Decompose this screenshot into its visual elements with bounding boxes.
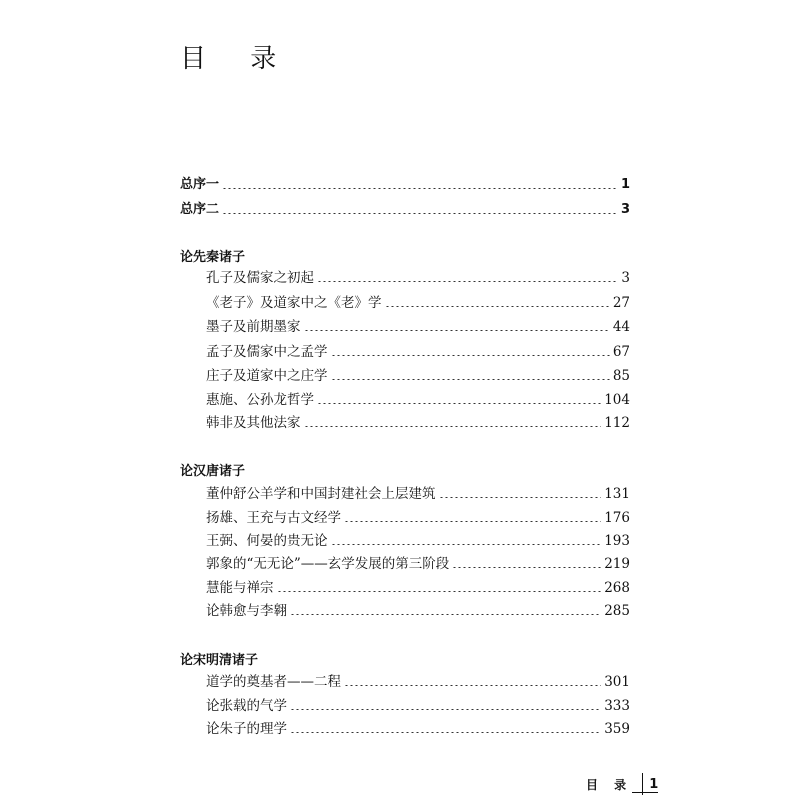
entry-page: 268: [604, 580, 630, 596]
entry-page: 359: [604, 721, 630, 737]
entry-title: 董仲舒公羊学和中国封建社会上层建筑: [206, 486, 436, 502]
dot-leader: [385, 306, 610, 307]
page-title: 目 录: [180, 44, 295, 74]
toc-entry: [206, 509, 630, 527]
toc-entry: [206, 391, 630, 409]
entry-title: 惠施、公孙龙哲学: [206, 392, 314, 408]
toc-entry: [206, 532, 630, 550]
toc-entry: [206, 579, 630, 597]
entry-title: 郭象的“无无论”——玄学发展的第三阶段: [206, 556, 450, 572]
footer-label: 目 录: [586, 777, 633, 792]
toc-entry: [206, 555, 630, 573]
entry-page: 176: [604, 510, 630, 526]
entry-page: 285: [604, 603, 630, 619]
dot-leader: [331, 379, 610, 380]
toc-entry: [206, 414, 630, 432]
entry-title: 孔子及儒家之初起: [206, 270, 314, 286]
entry-title: 总序二: [180, 202, 220, 217]
dot-leader: [331, 544, 602, 545]
dot-leader: [290, 732, 601, 733]
entry-title: 孟子及儒家中之孟学: [206, 344, 328, 360]
dot-leader: [290, 614, 601, 615]
toc-entry: [206, 602, 630, 620]
toc-entry: [206, 720, 630, 738]
dot-leader: [304, 330, 610, 331]
entry-title: 庄子及道家中之庄学: [206, 368, 328, 384]
toc-entry-preface-1: [180, 176, 630, 194]
toc-entry: [206, 294, 630, 312]
footer-page-number: 1: [649, 776, 659, 792]
footer-underline: [632, 792, 658, 793]
entry-page: 112: [604, 415, 630, 431]
entry-title: 墨子及前期墨家: [206, 319, 301, 335]
entry-title: 扬雄、王充与古文经学: [206, 510, 341, 526]
toc-entry: [206, 318, 630, 336]
entry-title: 王弼、何晏的贵无论: [206, 533, 328, 549]
section-heading: 论宋明清诸子: [180, 653, 259, 668]
entry-page: 301: [604, 674, 630, 690]
toc-entry: [206, 269, 630, 287]
dot-leader: [304, 426, 602, 427]
entry-title: 韩非及其他法家: [206, 415, 301, 431]
entry-title: 《老子》及道家中之《老》学: [206, 295, 382, 311]
entry-page: 67: [612, 344, 630, 360]
dot-leader: [317, 281, 618, 282]
section-heading: 论先秦诸子: [180, 250, 246, 265]
dot-leader: [290, 709, 601, 710]
section-heading: 论汉唐诸子: [180, 464, 246, 479]
entry-page: 85: [612, 368, 630, 384]
dot-leader: [317, 403, 601, 404]
dot-leader: [277, 591, 602, 592]
entry-title: 总序一: [180, 177, 220, 192]
toc-entry: [206, 367, 630, 385]
toc-entry-preface-2: [180, 201, 630, 219]
toc-entry: [206, 343, 630, 361]
entry-title: 论朱子的理学: [206, 721, 287, 737]
dot-leader: [222, 213, 618, 214]
dot-leader: [344, 685, 601, 686]
dot-leader: [222, 188, 618, 189]
entry-page: 131: [604, 486, 630, 502]
entry-title: 道学的奠基者——二程: [206, 674, 341, 690]
dot-leader: [344, 521, 601, 522]
entry-page: 219: [604, 556, 630, 572]
entry-page: 27: [612, 295, 630, 311]
entry-page: 3: [621, 270, 630, 286]
toc-entry: [206, 697, 630, 715]
dot-leader: [331, 355, 610, 356]
entry-title: 论张载的气学: [206, 698, 287, 714]
entry-page: 104: [604, 392, 630, 408]
dot-leader: [439, 497, 602, 498]
dot-leader: [452, 567, 601, 568]
entry-page: 1: [620, 177, 630, 192]
entry-page: 193: [604, 533, 630, 549]
entry-title: 慧能与禅宗: [206, 580, 274, 596]
toc-entry: [206, 485, 630, 503]
entry-page: 333: [604, 698, 630, 714]
entry-page: 44: [612, 319, 630, 335]
toc-entry: [206, 673, 630, 691]
entry-page: 3: [620, 202, 630, 217]
entry-title: 论韩愈与李翱: [206, 603, 287, 619]
